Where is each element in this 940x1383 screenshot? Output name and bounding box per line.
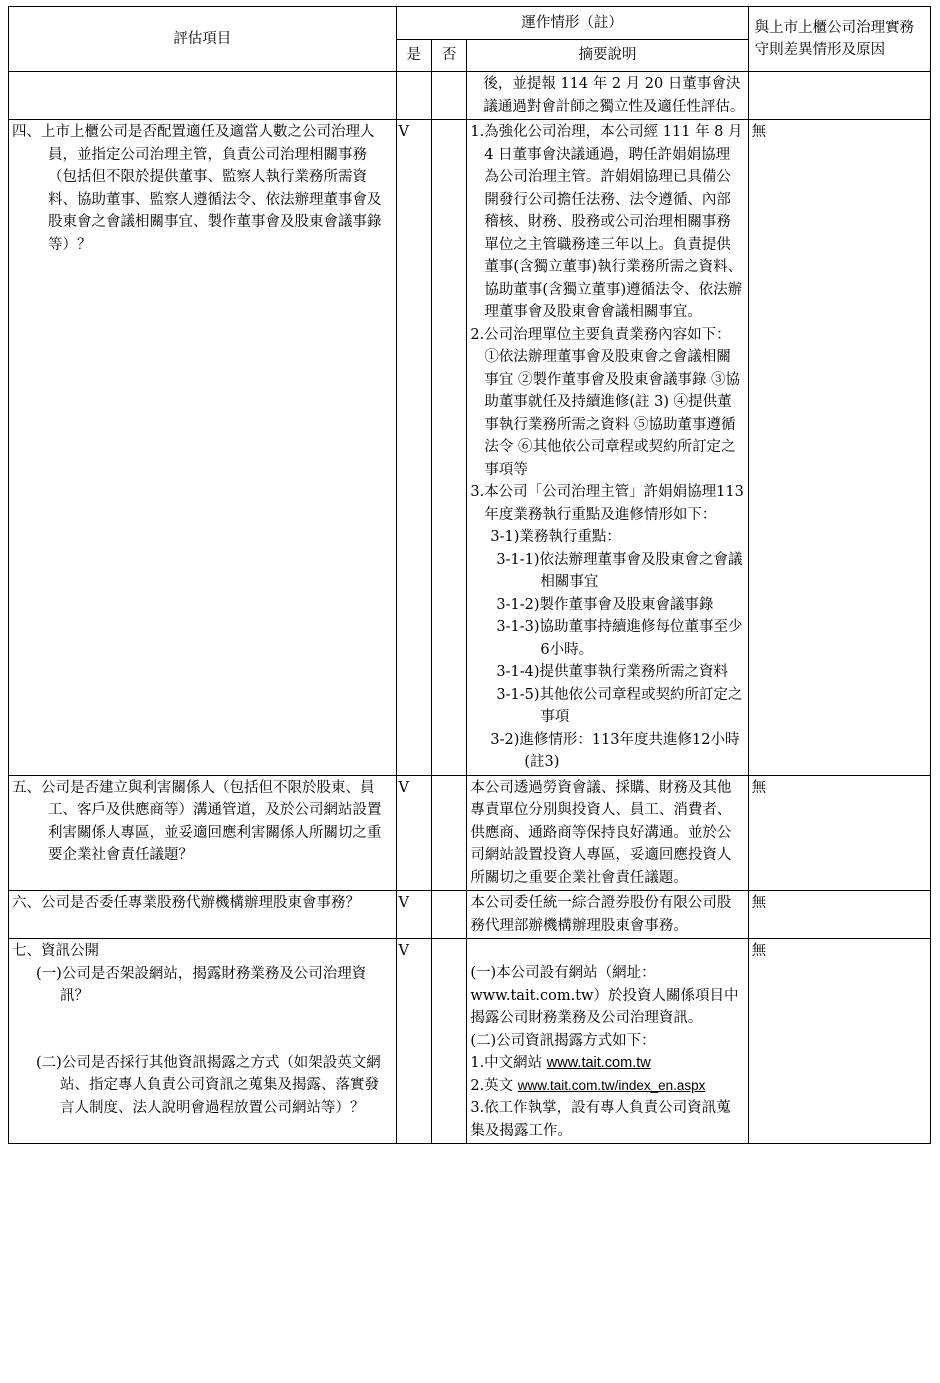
row-5 xyxy=(9,775,931,891)
row7-s1-a: (一)本公司設有網站（網址： xyxy=(470,965,656,981)
cont-summary xyxy=(467,72,748,120)
row4-s3: 3.本公司「公司治理主管」許娟娟協理113年度業務執行重點及進修情形如下： xyxy=(470,484,744,523)
cont-yes xyxy=(396,72,431,120)
header-operation: 運作情形（註） xyxy=(396,7,748,40)
english-website-link[interactable]: www.tait.com.tw/index_en.aspx xyxy=(517,1077,706,1093)
row7-spacer xyxy=(12,1008,393,1052)
row4-item-text: 四、上市上櫃公司是否配置適任及適當人數之公司治理人員，並指定公司治理主管，負責公司治理相關事務（包括但不限於提供董事、監察人執行業務所需資料、協助董事、監察人遵循法令、依法辦理董事會及股東會之會議相關事宜、製作董事會及股東會議事錄等）？ xyxy=(12,124,382,253)
row4-yes: V xyxy=(396,120,431,776)
row6-item xyxy=(9,891,397,939)
chinese-website-link[interactable]: www.tait.com.tw xyxy=(546,1055,651,1071)
row4-s3-2: 3-2)進修情形：113年度共進修12小時(註3) xyxy=(490,731,740,770)
governance-evaluation-table xyxy=(8,6,931,1144)
row5-diff: 無 xyxy=(748,775,930,891)
row5-item xyxy=(9,775,397,891)
row7-yes: V xyxy=(396,939,431,1144)
row4-item xyxy=(9,120,397,776)
header-yes: 是 xyxy=(396,39,431,72)
row5-yes: V xyxy=(396,775,431,891)
row-6 xyxy=(9,891,931,939)
row7-sub1: (一)公司是否架設網站，揭露財務業務及公司治理資訊？ xyxy=(36,965,367,1004)
header-item: 評估項目 xyxy=(9,7,397,72)
header-no: 否 xyxy=(431,39,466,72)
row4-s3-1-1: 3-1-1)依法辦理董事會及股東會之會議相關事宜 xyxy=(496,551,743,590)
row7-s2-3: 3.依工作執掌，設有專人負責公司資訊蒐集及揭露工作。 xyxy=(470,1100,731,1139)
row4-s2: 2.公司治理單位主要負責業務內容如下：①依法辦理董事會及股東會之會議相關事宜 ②製作董事會及股東會議事錄 ③協助董事就任及持續進修(註 3) ④提供董事執行業務所需之資料 ⑤協助董事遵循法令 ⑥其他依公司章程或契約所訂定之事項等 xyxy=(470,326,741,478)
row4-s3-1-4: 3-1-4)提供董事執行業務所需之資料 xyxy=(496,664,728,680)
header-row xyxy=(9,7,931,40)
row4-no xyxy=(431,120,466,776)
row4-s3-1: 3-1)業務執行重點： xyxy=(490,529,621,545)
header-diff: 與上市上櫃公司治理實務守則差異情形及原因 xyxy=(748,7,930,72)
row7-s1-b: www.tait.com.tw）於投資人關係項目中揭露公司財務業務及公司治理資訊。 xyxy=(470,987,739,1026)
row4-s3-1-3: 3-1-3)協助董事持續進修每位董事至少6小時。 xyxy=(496,619,743,658)
row4-s3-1-5: 3-1-5)其他依公司章程或契約所訂定之事項 xyxy=(496,686,743,725)
row7-s2-1-label: 1.中文網站 xyxy=(470,1055,543,1071)
row5-item-text: 五、公司是否建立與利害關係人（包括但不限於股東、員工、客戶及供應商等）溝通管道，及於公司網站設置利害關係人專區，並妥適回應利害關係人所關切之重要企業社會責任議題？ xyxy=(12,779,382,863)
row7-item-title: 七、資訊公開 xyxy=(12,943,99,959)
row6-yes: V xyxy=(396,891,431,939)
row6-summary-text: 本公司委任統一綜合證券股份有限公司股務代理部辦機構辦理股東會事務。 xyxy=(470,895,732,934)
row7-summary-spacer xyxy=(470,940,744,962)
cont-summary-text: 後，並提報 114 年 2 月 20 日董事會決議通過對會計師之獨立性及適任性評估。 xyxy=(483,76,745,115)
row6-diff: 無 xyxy=(748,891,930,939)
row4-s3-1-2: 3-1-2)製作董事會及股東會議事錄 xyxy=(496,596,714,613)
row7-s2-2 xyxy=(470,1075,744,1098)
row-7 xyxy=(9,939,931,1144)
row5-no xyxy=(431,775,466,891)
cont-item xyxy=(9,72,397,120)
row-continued xyxy=(9,72,931,120)
row7-sub2: (二)公司是否採行其他資訊揭露之方式（如架設英文網站、指定專人負責公司資訊之蒐集及揭露、落實發言人制度、法人說明會過程放置公司網站等）？ xyxy=(36,1054,381,1116)
row5-summary-text: 本公司透過勞資會議、採購、財務及其他專責單位分別與投資人、員工、消費者、供應商、通路商等保持良好溝通。並於公司網站設置投資人專區，妥適回應投資人所關切之重要企業社會責任議題。 xyxy=(470,779,732,886)
governance-table-page xyxy=(8,6,931,1144)
row4-s1: 1.為強化公司治理，本公司經 111 年 8 月 4 日董事會決議通過，聘任許娟娟協理為公司治理主管。許娟娟協理已具備公開發行公司擔任法務、法令遵循、內部稽核、財務、股務或公司治理相關事務單位之主管職務達三年以上。負責提供董事(含獨立董事)執行業務所需之資料、協助董事(含獨立董事)遵循法令、依法辦理董事會及股東會會議相關事宜。 xyxy=(470,124,743,320)
row7-item xyxy=(9,939,397,1144)
row6-no xyxy=(431,891,466,939)
cont-no xyxy=(431,72,466,120)
row7-summary xyxy=(467,939,748,1144)
cont-diff xyxy=(748,72,930,120)
row-4 xyxy=(9,120,931,776)
row7-s2-1 xyxy=(470,1052,744,1075)
row5-summary xyxy=(467,775,748,891)
row6-item-text: 六、公司是否委任專業股務代辦機構辦理股東會事務？ xyxy=(12,895,360,911)
row6-summary xyxy=(467,891,748,939)
row7-diff: 無 xyxy=(748,939,930,1144)
row7-s2-2-label: 2.英文 xyxy=(470,1077,514,1094)
row4-summary xyxy=(467,120,748,776)
row7-no xyxy=(431,939,466,1144)
header-summary: 摘要說明 xyxy=(467,39,748,72)
row7-s2-a: (二)公司資訊揭露方式如下： xyxy=(470,1032,656,1049)
row4-diff: 無 xyxy=(748,120,930,776)
